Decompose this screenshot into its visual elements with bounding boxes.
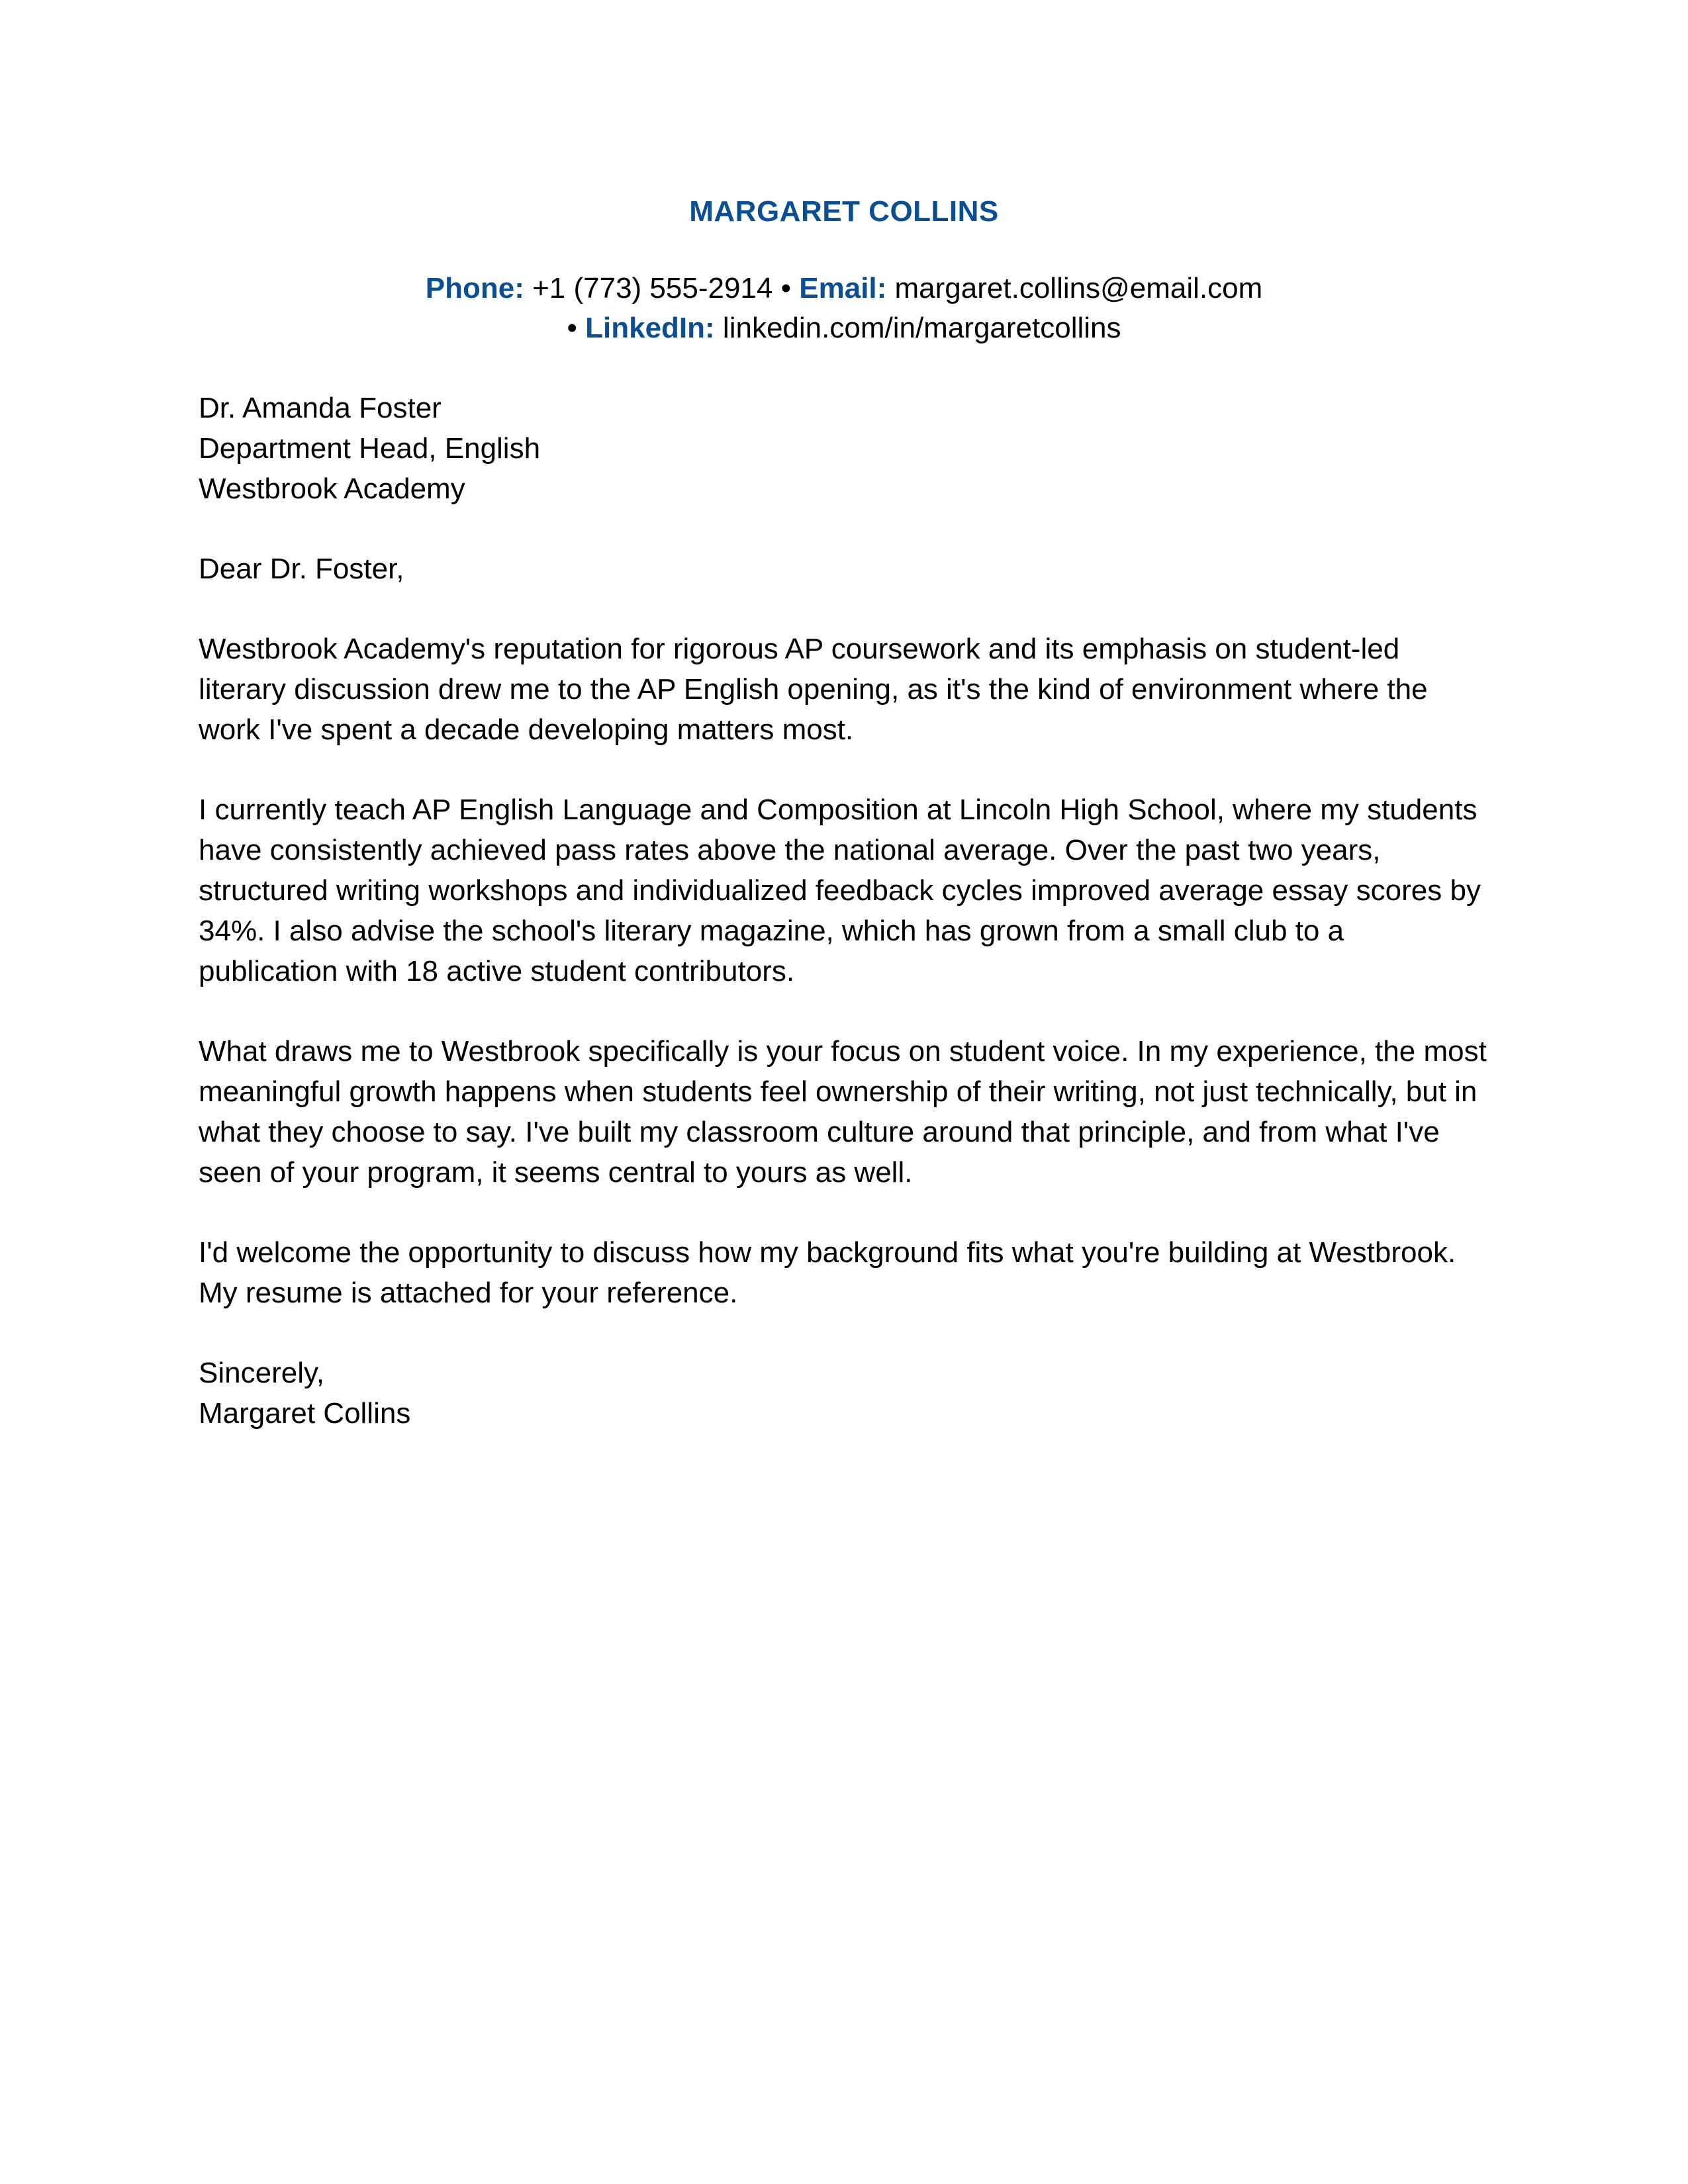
valediction: Sincerely, (199, 1357, 324, 1389)
recipient-name: Dr. Amanda Foster (199, 392, 442, 424)
salutation: Dear Dr. Foster, (199, 553, 404, 585)
cover-letter-page (199, 192, 1489, 1473)
email-label: Email: (799, 272, 887, 304)
contact-separator: • (567, 312, 577, 344)
body-paragraph: I'd welcome the opportunity to discuss how my background fits what you're building at Westbrook. My resume is attached for your reference. (199, 1236, 1456, 1309)
contact-separator: • (780, 272, 792, 304)
applicant-name: MARGARET COLLINS (689, 195, 999, 228)
email-value: margaret.collins@email.com (894, 272, 1263, 304)
signature: Margaret Collins (199, 1397, 411, 1430)
contact-line-2 (199, 308, 1489, 348)
phone-label: Phone: (425, 272, 524, 304)
recipient-title: Department Head, English (199, 432, 541, 465)
body-paragraph: Westbrook Academy's reputation for rigorous AP coursework and its emphasis on student-led literary discussion drew me to the AP English opening, as it's the kind of environment where the work I've spent a decade developing matters most. (199, 633, 1428, 746)
contact-line-1 (199, 269, 1489, 308)
closing-block (199, 1353, 1489, 1433)
linkedin-label: LinkedIn: (585, 312, 715, 344)
recipient-organization: Westbrook Academy (199, 473, 465, 505)
body-paragraph: I currently teach AP English Language and Composition at Lincoln High School, where my students have consistently achieved pass rates above the national average. Over the past two years, structured writing workshops and individualized feedback cycles improved average essay scores by 34%. I also advise the school's literary magazine, which has grown from a small club to a publication with 18 active student contributors. (199, 794, 1481, 987)
contact-info (199, 269, 1489, 348)
recipient-block (199, 388, 1489, 509)
phone-value: +1 (773) 555-2914 (532, 272, 773, 304)
linkedin-value: linkedin.com/in/margaretcollins (722, 312, 1121, 344)
body-paragraph: What draws me to Westbrook specifically is your focus on student voice. In my experience, the most meaningful growth happens when students feel ownership of their writing, not just technically, but in what they choose to say. I've built my classroom culture around that principle, and from what I've seen of your program, it seems central to yours as well. (199, 1035, 1487, 1189)
